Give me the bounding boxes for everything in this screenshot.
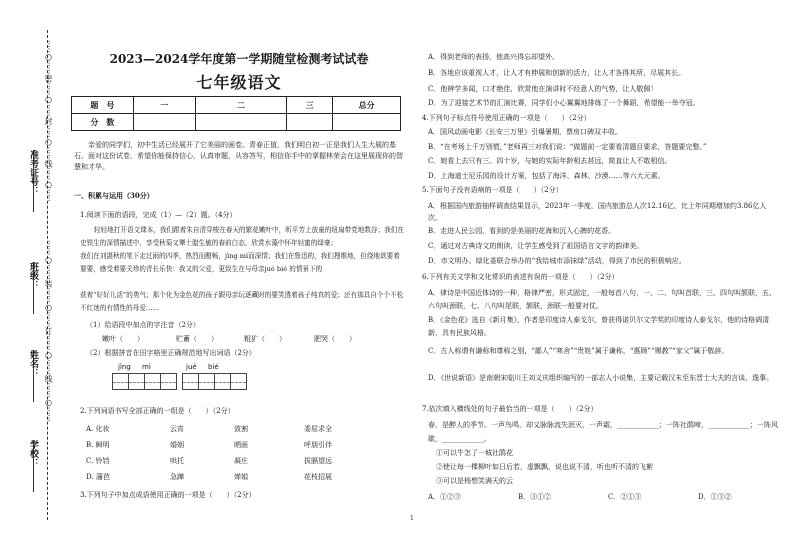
page-number: 1 (410, 515, 414, 522)
q5-option[interactable]: A．根据国内旅游抽样调查结果显示，2023年一季度，国内旅游总人次12.16亿，比上年同期增加约3.86亿人次。 (428, 202, 767, 222)
pinyin-label: bié (208, 363, 219, 371)
pinyin-label: jué (186, 363, 197, 371)
writing-grid-box[interactable] (198, 373, 215, 390)
q7-choice-sentence: ③可以是杨想笑满天的云 (436, 477, 513, 485)
pinyin-label: mì (142, 363, 151, 371)
q2-word: 急蹿 (170, 473, 184, 481)
exam-title: 2023—2024学年度第一学期随堂检测考试试卷 (109, 52, 369, 66)
q7-option[interactable]: D．①③② (698, 493, 732, 501)
q4-option[interactable]: A．国风动画电影《长安三万里》引爆暑期，票房口碑双丰收。 (428, 128, 623, 136)
q3-option[interactable]: B．各地应该重视人才，让人才有伸展和创新的活力，让人才各得其所，尽展其长。 (428, 69, 686, 77)
q7-option[interactable]: A．①②③ (428, 493, 462, 501)
score-cell[interactable] (195, 114, 287, 131)
q2-word: 花枝招展 (304, 473, 332, 481)
exam-subject: 七年级语文 (196, 73, 282, 92)
annotate-item: 贮蓄（ ） (176, 335, 218, 343)
score-cell[interactable] (133, 114, 195, 131)
q2-option[interactable]: B. 瞬明 (86, 441, 110, 449)
q5-option[interactable]: B．走进人民公园，看到的是美丽的花海和沉入心脾的花香。 (428, 227, 616, 235)
q5-option[interactable]: D．市文明办、绿化委联合举办的“我给城市添抹绿”活动，得到了市民的积极响应。 (428, 257, 686, 265)
score-table-header-row (72, 97, 401, 114)
seal-line-text: ·····○·····密·····○·····封·····○·····线·····○····· (44, 40, 53, 202)
annotate-item: 肥哭（ ） (314, 335, 356, 343)
pinyin-label: jìng (118, 363, 131, 371)
q6-option[interactable]: A．律诗是中国近体诗的一种，格律严密，形式固定，一般每首八句，一、二、句叫首联，三、四句叫颔联，五、六句叫颈联，七、八句叫尾联，颔联，颈联一般要对仗。 (428, 289, 777, 310)
q2-word: 婚姻 (170, 441, 184, 449)
q3-option[interactable]: A．得到老师的表扬，他高兴得忘却望外。 (428, 53, 560, 61)
q2-word: 委屈求全 (304, 425, 332, 433)
q4-option[interactable]: B．“在考场上千万别慌，”老师再三对我们说：“做题前一定要看清题目要求，答题要完整。” (428, 143, 707, 151)
score-cell: 分 数 (72, 114, 134, 131)
annotate-item: 粗犷（ ） (244, 335, 286, 343)
binding-margin (0, 0, 66, 550)
score-table (71, 96, 401, 131)
annotate-item: 嫩叶（ ） (102, 335, 144, 343)
score-cell: 三 (287, 97, 333, 114)
score-cell: 一 (133, 97, 195, 114)
seal-line-text-lower: ······○······装······○······订······○······线······○······ (44, 240, 53, 423)
question-7-stem: 7.依次填入横线处的句子最恰当的一项是（ ）（2分） (422, 405, 598, 413)
exam-id-label: 准考证号： (28, 150, 38, 195)
q4-option[interactable]: C．她看上去只有三、四十岁，与她的实际年龄相去甚远，简直让人不敢相信。 (428, 157, 672, 165)
passage-line: 轻轻地打开语文课本，我们跟着朱自清穿梭在春天的繁花嫩叶中，昕平芳上放童的纽扇带党地数谷；我们在史铁生的深情描述中，享受秋菊又犟土腊生敏的春前白态，欣赏水藻中怀年轻蜜的绿豪； (80, 226, 404, 247)
intro-paragraph: 亲爱的同学们，初中生活已经展开了它美丽的画卷。青春正值，我们明白初一正是我们人生大展的基石。面对这份试卷，希望你能保持信心，认真审题，从容答写，相信你手中的掌握林荣会在这里展现你的智慧和才华。 (74, 141, 403, 171)
passage-line: 我们在刘湛秋的笔下走过雨的四季，热烈而酣畅，jìng mì而深情；我们在鲁迅的，我们搜维地，但绕地欲要着要要，感受着要关珍的青长乐快：我又的父爱，更致生在与母亲jué bié 的情景下的 (80, 252, 400, 273)
q2-option[interactable]: D. 藩芭 (86, 473, 110, 481)
q2-word: 敛割 (234, 425, 248, 433)
q6-option[interactable]: C．古人称谓有谦称和尊称之别，“鄙人”“寒舍”“贵姓”属于谦称，“惠顾”“赐教”“家父”属于敬辞。 (428, 347, 729, 355)
score-table-value-row (72, 114, 401, 131)
q4-option[interactable]: D．上海迪士尼乐园的设计方案，包括了海洋、森林、沙漠……等六大元素。 (428, 172, 665, 180)
school-label: 学校： (28, 440, 38, 467)
q5-option[interactable]: C．通过对古典诗文的朗读，让学生感受到了祖国语言文字的韵律美。 (428, 242, 644, 250)
question-2-stem: 2.下列词语书写全部正确的一组是（ ）（2分） (80, 407, 235, 415)
writing-grid-box[interactable] (128, 373, 145, 390)
section-heading: 一、积累与运用（30分） (74, 191, 154, 200)
q3-option[interactable]: C．他辨学多闻，口才绝佳，欣赏他在演讲时不经意人的气势，让人敬佩！ (428, 85, 658, 93)
q7-passage: 春，是醉人的季节。一声鸟鸣，却又脉脉流失泯灭，一声霜，____________；一阵社鹃啼，____________；一阵风歇，____________。 (428, 421, 778, 443)
writing-grid-box[interactable] (182, 373, 199, 390)
writing-grid-box[interactable] (214, 373, 231, 390)
question-1-stem: 1.阅读下面的语段，完成（1）—（2）题。（4分） (80, 211, 237, 219)
question-4-stem: 4.下列句子标点符号使用正确的一项是（ ）（2分） (422, 114, 591, 122)
score-cell: 二 (195, 97, 287, 114)
q7-choice-sentence: ②使让每一棵柳叶如日后若，虚飘飘，说也说不清，听也听不清的飞絮 (436, 463, 653, 471)
q6-option[interactable]: B．《金色花》选自《新月集》，作者是印度诗人泰戈尔，曾获得诺贝尔文学奖的印度诗人泰戈尔，他的诗格调清新，具有民族风格。 (428, 316, 770, 337)
question-3-stem: 3.下列句子中加点成语使用正确的一项是（ ）（2分） (80, 491, 256, 499)
q2-word: 凝庄 (234, 457, 248, 465)
writing-grid-box[interactable] (230, 373, 247, 390)
score-cell[interactable] (287, 114, 333, 131)
q2-option[interactable]: A. 化妆 (86, 425, 110, 433)
q7-option[interactable]: C．②①③ (608, 493, 642, 501)
q6-option[interactable]: D．《世说新语》是南朝宋临川王刘义庆组织编写的一部志人小说集，主要记载汉末至东晋士大夫的言谈、逸事。 (428, 374, 774, 382)
q2-word: 婵娟 (234, 473, 248, 481)
q3-option[interactable]: D．为了迎接艺术节的汇演比赛，同学们小心翼翼地排练了一个舞蹈，希望能一举夺冠。 (428, 99, 700, 107)
q2-option[interactable]: C. 铃铛 (86, 457, 110, 465)
passage-line: 获着“好好儿活”的勇气；那个化为金色花的孩子跟母亲玩逐藏时的要笑透着孩子纯真的爱；还有那具自个个不松不红迷的有情性的母爱…… (80, 291, 404, 312)
writing-grid-box[interactable] (112, 373, 129, 390)
sub-question-2: （2）根据拼音在田字格里正确规范地写出词语（2分） (86, 349, 256, 357)
q2-word: 云宵 (170, 425, 184, 433)
sub-question-1: （1）给语段中加点的字注音（2分） (86, 321, 200, 329)
question-5-stem: 5.下面句子没有语病的一项是（ ）（2分） (422, 186, 563, 194)
name-label: 姓名： (28, 350, 38, 377)
q2-word: 哄托 (170, 457, 184, 465)
q2-word: 拔膈望远 (304, 457, 332, 465)
score-cell[interactable] (333, 114, 401, 131)
writing-grid-box[interactable] (160, 373, 177, 390)
score-cell: 总分 (333, 97, 401, 114)
class-label: 班级： (28, 262, 38, 289)
writing-grid-box[interactable] (144, 373, 161, 390)
score-cell: 题 号 (72, 97, 134, 114)
q7-choice-sentence: ①可以牛怎了一城社鹃花 (436, 449, 513, 457)
q2-word: 晒画 (234, 441, 248, 449)
q7-option[interactable]: B．③①② (518, 493, 552, 501)
q2-word: 呼朋引伴 (304, 441, 332, 449)
question-6-stem: 6.下列有关文学和文化常识的表述有误的一项是（ ）（2分） (422, 273, 619, 281)
